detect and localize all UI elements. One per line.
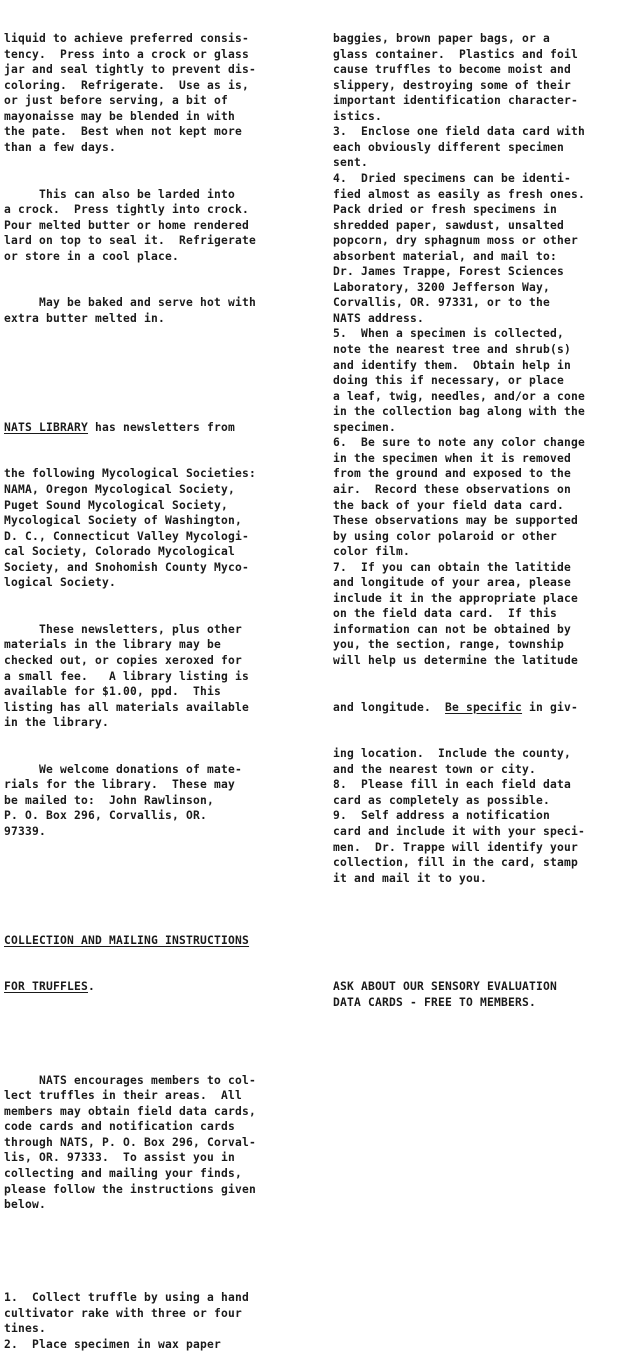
text-line: tency. Press into a crock or glass <box>4 47 250 61</box>
text-line: lard on top to seal it. Refrigerate <box>4 234 257 248</box>
text-line: include it in the appropriate place <box>333 591 579 605</box>
text-line: 4. Dried specimens can be identi- <box>333 172 572 186</box>
instruction-steps-end <box>333 746 585 886</box>
text-line: 1. Collect truffle by using a hand <box>4 1291 250 1305</box>
text-line: checked out, or copies xeroxed for <box>4 653 243 667</box>
text-line: Pour melted butter or home rendered <box>4 218 250 232</box>
text-line: collection, fill in the card, stamp <box>333 856 579 870</box>
text-line: cultivator rake with three or four <box>4 1306 243 1320</box>
text-line: rials for the library. These may <box>4 778 236 792</box>
text-line: color film. <box>333 545 411 559</box>
text-line: doing this if necessary, or place <box>333 374 565 388</box>
text-line: logical Society. <box>4 576 117 590</box>
text-line: note the nearest tree and shrub(s) <box>333 343 572 357</box>
text-line: coloring. Refrigerate. Use as is, <box>4 78 250 92</box>
text-line: May be baked and serve hot with <box>4 296 257 310</box>
text-line: from the ground and exposed to the <box>333 467 572 481</box>
larding-paragraph <box>4 187 256 265</box>
text-line: a small fee. A library listing is <box>4 669 250 683</box>
text-line: 3. Enclose one field data card with <box>333 125 586 139</box>
text-line: through NATS, P. O. Box 296, Corval- <box>4 1135 257 1149</box>
text-line: tines. <box>4 1322 47 1336</box>
text-line: and identify them. Obtain help in <box>333 358 572 372</box>
pate-recipe-text <box>4 31 256 155</box>
text-line: This can also be larded into <box>4 187 236 201</box>
text-line: extra butter melted in. <box>4 311 166 325</box>
text-line: information can not be obtained by <box>333 622 572 636</box>
text-line: in the collection bag along with the <box>333 405 586 419</box>
text-line: in the library. <box>4 716 110 730</box>
text-line: please follow the instructions given <box>4 1182 257 1196</box>
text-line: lect truffles in their areas. All <box>4 1089 243 1103</box>
text-line: istics. <box>333 109 383 123</box>
text-line: collecting and mailing your finds, <box>4 1167 243 1181</box>
text-line: These newsletters, plus other <box>4 622 243 636</box>
collection-heading-line-1: COLLECTION AND MAILING INSTRUCTIONS <box>4 933 250 947</box>
text-line: members may obtain field data cards, <box>4 1104 257 1118</box>
library-listing-paragraph <box>4 622 256 731</box>
text-line: absorbent material, and mail to: <box>333 249 558 263</box>
text-line: specimen. <box>333 420 397 434</box>
text-line: Pack dried or fresh specimens in <box>333 203 558 217</box>
instruction-steps-start <box>4 1290 256 1352</box>
text-line: card as completely as possible. <box>333 793 551 807</box>
text-line: P. O. Box 296, Corvallis, OR. <box>4 809 208 823</box>
text-line: Mycological Society of Washington, <box>4 514 243 528</box>
text-line: Society, and Snohomish County Myco- <box>4 560 250 574</box>
text-line: air. Record these observations on <box>333 482 572 496</box>
text-line: 9. Self address a notification <box>333 809 551 823</box>
collection-intro-paragraph <box>4 1073 256 1213</box>
text-line: mayonaisse may be blended in with <box>4 109 236 123</box>
text-line: the back of your field data card. <box>333 498 565 512</box>
text-line: below. <box>4 1198 47 1212</box>
text-line: sent. <box>333 156 369 170</box>
be-specific-line: and longitude. Be specific in giv- <box>333 700 579 714</box>
text-line: a leaf, twig, needles, and/or a cone <box>333 389 586 403</box>
text-line: DATA CARDS - FREE TO MEMBERS. <box>333 996 537 1009</box>
text-line: popcorn, dry sphagnum moss or other <box>333 234 579 248</box>
text-line: liquid to achieve preferred consis- <box>4 32 250 46</box>
text-line: a crock. Press tightly into crock. <box>4 203 250 217</box>
text-line: code cards and notification cards <box>4 1120 236 1134</box>
text-line: than a few days. <box>4 140 117 154</box>
text-line: cal Society, Colorado Mycological <box>4 545 236 559</box>
text-line: materials in the library may be <box>4 638 222 652</box>
library-donations-paragraph <box>4 762 256 840</box>
text-line: These observations may be supported <box>333 514 579 528</box>
sensory-evaluation-notice <box>333 979 585 1010</box>
text-line: Corvallis, OR. 97331, or to the <box>333 296 551 310</box>
text-line: the pate. Best when not kept more <box>4 125 243 139</box>
text-line: 8. Please fill in each field data <box>333 778 572 792</box>
text-line: jar and seal tightly to prevent dis- <box>4 63 257 77</box>
text-line: by using color polaroid or other <box>333 529 558 543</box>
text-line: you, the section, range, township <box>333 638 565 652</box>
text-line: in the specimen when it is removed <box>333 451 572 465</box>
text-line: and the nearest town or city. <box>333 762 537 776</box>
text-line: on the field data card. If this <box>333 607 558 621</box>
text-line: 5. When a specimen is collected, <box>333 327 565 341</box>
text-line: fied almost as easily as fresh ones. <box>333 187 586 201</box>
text-line: will help us determine the latitude <box>333 653 579 667</box>
text-line: 2. Place specimen in wax paper <box>4 1338 222 1352</box>
text-line: or just before serving, a bit of <box>4 94 229 108</box>
text-line: NATS encourages members to col- <box>4 1073 257 1087</box>
text-line: Dr. James Trappe, Forest Sciences <box>333 265 565 279</box>
text-line: lis, OR. 97333. To assist you in <box>4 1151 236 1165</box>
baking-paragraph <box>4 295 256 326</box>
text-line: ASK ABOUT OUR SENSORY EVALUATION <box>333 980 558 994</box>
collection-heading-line-2: FOR TRUFFLES. <box>4 980 96 994</box>
text-line: 6. Be sure to note any color change <box>333 436 586 450</box>
text-line: or store in a cool place. <box>4 249 180 263</box>
text-line: Laboratory, 3200 Jefferson Way, <box>333 280 551 294</box>
text-line: be mailed to: John Rawlinson, <box>4 793 215 807</box>
left-column <box>4 0 256 1368</box>
be-specific-emphasis: Be specific <box>445 700 523 714</box>
text-line: D. C., Connecticut Valley Mycologi- <box>4 529 250 543</box>
text-line: men. Dr. Trappe will identify your <box>333 840 579 854</box>
text-line: 7. If you can obtain the latitide <box>333 560 572 574</box>
text-line: and longitude of your area, please <box>333 576 572 590</box>
instruction-steps-continued <box>333 31 585 668</box>
text-line: listing has all materials available <box>4 700 250 714</box>
text-line: shredded paper, sawdust, unsalted <box>333 218 565 232</box>
library-paragraph <box>4 466 256 590</box>
text-line: cause truffles to become moist and <box>333 63 572 77</box>
text-line: Puget Sound Mycological Society, <box>4 498 229 512</box>
text-line: card and include it with your speci- <box>333 824 586 838</box>
text-line: baggies, brown paper bags, or a <box>333 32 551 46</box>
text-line: available for $1.00, ppd. This <box>4 685 222 699</box>
text-line: glass container. Plastics and foil <box>333 47 579 61</box>
text-line: ing location. Include the county, <box>333 747 572 761</box>
right-column <box>333 0 585 1026</box>
library-heading: NATS LIBRARY <box>4 420 89 434</box>
text-line: 97339. <box>4 824 47 838</box>
text-line: slippery, destroying some of their <box>333 78 572 92</box>
text-line: important identification character- <box>333 94 579 108</box>
text-line: We welcome donations of mate- <box>4 762 243 776</box>
text-line: NAMA, Oregon Mycological Society, <box>4 482 236 496</box>
text-line: each obviously different specimen <box>333 140 565 154</box>
text-line: the following Mycological Societies: <box>4 467 257 481</box>
text-line: it and mail it to you. <box>333 871 488 885</box>
library-first-line: NATS LIBRARY has newsletters from <box>4 420 236 434</box>
text-line: NATS address. <box>333 311 425 325</box>
